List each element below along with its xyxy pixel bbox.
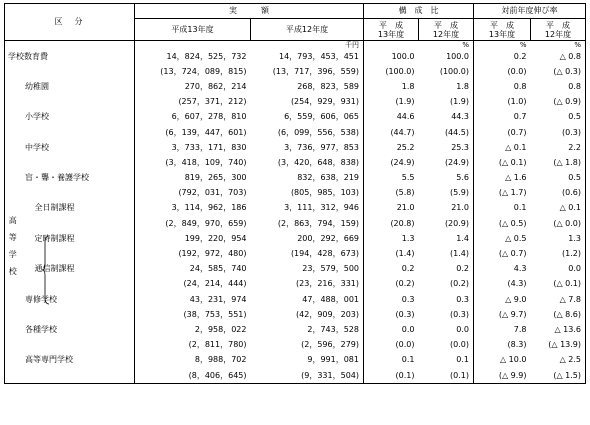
table-body [5, 49, 586, 384]
cell-p-g12: (△ 0.9) [531, 95, 586, 110]
cell-a12: 47，488，001 [302, 294, 359, 304]
cell-p-a12: (3，420，648，838) [277, 157, 359, 167]
row-label: 定時制課程 [34, 233, 75, 243]
cell-r12: 1.4 [456, 233, 469, 243]
cell-a12: 2，743，528 [307, 324, 359, 334]
cell-p-g13: (4.3) [474, 277, 531, 292]
cell-p-a12: (805，985，103) [290, 188, 359, 198]
cell-p-a13: (3，418，109，740) [135, 155, 251, 170]
header-ratio: 構 成 比 [364, 4, 474, 19]
row-label: 学校数育費 [5, 49, 135, 64]
table-row [5, 231, 586, 246]
cell-p-r13: (0.3) [364, 307, 419, 322]
cell-p-r12: (100.0) [439, 66, 469, 76]
header-ratio-h12: 平 成 12年度 [419, 19, 474, 41]
cell-r12: 0.1 [456, 355, 469, 365]
cell-r12: 25.3 [451, 142, 469, 152]
cell-p-g12: (△ 1.5) [531, 368, 586, 384]
budget-table-container [4, 3, 585, 422]
koutou-brace [42, 235, 50, 305]
cell-p-a12: (23，216，331) [296, 279, 359, 289]
row-label: 通信制課程 [34, 264, 75, 274]
cell-p-a13: (13，724，089，815) [135, 64, 251, 79]
cell-g12: △ 7.8 [531, 292, 586, 307]
cell-p-a12: (194，428，673) [290, 249, 359, 259]
header-growth: 対前年度伸び率 [474, 4, 586, 19]
cell-a12: 268，823，589 [297, 81, 359, 91]
cell-g12: 0.5 [531, 110, 586, 125]
cell-g12: 2.2 [531, 140, 586, 155]
cell-p-r12: (0.1) [419, 368, 474, 384]
cell-p-g13: (△ 0.5) [474, 216, 531, 231]
cell-a12: 23，579，500 [302, 264, 359, 274]
cell-r13: 1.8 [364, 79, 419, 94]
cell-p-a13: (192，972，480) [135, 246, 251, 261]
cell-p-a12: (2，596，279) [301, 340, 359, 350]
table-row-sub [5, 216, 586, 231]
table-row [5, 262, 586, 277]
header-ratio-h13: 平 成 13年度 [364, 19, 419, 41]
cell-r13: 25.2 [364, 140, 419, 155]
cell-p-g12: (△ 13.9) [531, 338, 586, 353]
header-growth-h12: 平 成 12年度 [531, 19, 586, 41]
header-category: 区 分 [5, 4, 135, 41]
row-label: 幼稚園 [5, 79, 135, 94]
cell-g12: △ 2.5 [531, 353, 586, 368]
cell-p-g13: (△ 9.9) [474, 368, 531, 384]
cell-a13: 2，958，022 [135, 322, 251, 337]
cell-g13: 7.8 [474, 322, 531, 337]
cell-g12: 0.5 [531, 171, 586, 186]
cell-p-a13: (6，139，447，601) [135, 125, 251, 140]
cell-r12: 5.6 [456, 173, 469, 183]
cell-p-r13: (0.1) [364, 368, 419, 384]
cell-p-a13: (24，214，444) [135, 277, 251, 292]
cell-a13: 43，231，974 [135, 292, 251, 307]
table-row-sub [5, 95, 586, 110]
cell-p-r12: (0.0) [450, 340, 469, 350]
table-row [5, 171, 586, 186]
table-row [5, 110, 586, 125]
cell-p-r13: (0.2) [364, 277, 419, 292]
cell-p-r12: (20.9) [444, 218, 469, 228]
cell-p-g13: (△ 1.7) [474, 186, 531, 201]
cell-r12: 21.0 [451, 203, 469, 213]
cell-g13: △ 0.5 [474, 231, 531, 246]
cell-a13: 14，824，525，732 [135, 49, 251, 64]
cell-g12: △ 0.8 [531, 49, 586, 64]
cell-p-g12: (1.2) [531, 246, 586, 261]
cell-r12: 100.0 [446, 51, 469, 61]
cell-r12: 0.2 [456, 264, 469, 274]
cell-p-a13: (257，371，212) [135, 95, 251, 110]
table-row [5, 79, 586, 94]
cell-p-a12: (13，717，396，559) [272, 66, 359, 76]
cell-a13: 270，862，214 [135, 79, 251, 94]
table-row-sub [5, 307, 586, 322]
table-row [5, 292, 586, 307]
cell-g13: 0.2 [474, 49, 531, 64]
cell-r13: 1.3 [364, 231, 419, 246]
row-label: 盲・聾・養護学校 [5, 171, 135, 186]
cell-p-g12: (0.6) [531, 186, 586, 201]
cell-p-a13: (2，849，970，659) [135, 216, 251, 231]
cell-a12: 14，793，453，451 [279, 51, 359, 61]
cell-a12: 9，991，081 [307, 355, 359, 365]
header-actual-h12: 平成12年度 [251, 19, 364, 41]
cell-p-r13: (44.7) [364, 125, 419, 140]
table-row [5, 353, 586, 368]
cell-p-a13: (8，406，645) [135, 368, 251, 384]
cell-p-r12: (24.9) [444, 157, 469, 167]
cell-p-a12: (254，929，931) [290, 97, 359, 107]
group-koutou: 高 等 学 校 [5, 201, 21, 292]
cell-a13: 3，733，171，830 [135, 140, 251, 155]
cell-p-g13: (0.0) [474, 64, 531, 79]
cell-g13: 0.8 [474, 79, 531, 94]
cell-p-g13: (1.0) [474, 95, 531, 110]
cell-a13: 819，265，300 [135, 171, 251, 186]
header-actual-h13: 平成13年度 [135, 19, 251, 41]
cell-p-r12: (5.9) [450, 188, 469, 198]
cell-p-g13: (0.7) [474, 125, 531, 140]
cell-g13: 0.1 [474, 201, 531, 216]
cell-p-g13: (△ 9.7) [474, 307, 531, 322]
cell-p-r12: (0.3) [450, 309, 469, 319]
row-label: 中学校 [5, 140, 135, 155]
table-row-sub [5, 277, 586, 292]
cell-r13: 100.0 [364, 49, 419, 64]
cell-r12: 44.3 [451, 112, 469, 122]
cell-r12: 0.0 [456, 324, 469, 334]
cell-r13: 0.1 [364, 353, 419, 368]
table-row-sub [5, 125, 586, 140]
row-label: 専修学校 [5, 292, 135, 307]
cell-g12: 0.8 [531, 79, 586, 94]
table-row [5, 140, 586, 155]
cell-a13: 8，988，702 [135, 353, 251, 368]
header-actual: 実 額 [135, 4, 364, 19]
cell-g12: 1.3 [531, 231, 586, 246]
cell-p-a12: (42，909，203) [296, 309, 359, 319]
cell-p-r13: (100.0) [364, 64, 419, 79]
cell-p-g13: (△ 0.1) [474, 155, 531, 170]
row-label: 各種学校 [5, 322, 135, 337]
cell-a13: 6，607，278，810 [135, 110, 251, 125]
cell-p-a13: (792，031，703) [135, 186, 251, 201]
table-row-sub [5, 368, 586, 384]
cell-p-r13: (5.8) [364, 186, 419, 201]
unit-yen-a13: 千円 [345, 41, 359, 49]
table-row [5, 322, 586, 337]
cell-p-a13: (2，811，780) [135, 338, 251, 353]
table-row-sub [5, 155, 586, 170]
cell-a12: 3，111，312，946 [284, 203, 359, 213]
table-row-sub [5, 246, 586, 261]
cell-r12: 0.3 [456, 294, 469, 304]
cell-p-a12: (2，863，794，159) [277, 218, 359, 228]
cell-p-g12: (△ 0.3) [531, 64, 586, 79]
cell-p-r13: (20.8) [364, 216, 419, 231]
cell-p-a12: (9，331，504) [251, 368, 364, 384]
cell-a12: 200，292，669 [297, 233, 359, 243]
cell-p-r12: (1.9) [450, 97, 469, 107]
cell-p-r13: (1.4) [364, 246, 419, 261]
cell-p-a13: (38，753，551) [135, 307, 251, 322]
cell-p-g13: (△ 0.7) [474, 246, 531, 261]
cell-p-g12: (△ 0.1) [531, 277, 586, 292]
cell-p-g12: (△ 0.0) [531, 216, 586, 231]
cell-g12: △ 13.6 [531, 322, 586, 337]
cell-g13: △ 0.1 [474, 140, 531, 155]
cell-p-r13: (0.0) [364, 338, 419, 353]
cell-r13: 0.0 [364, 322, 419, 337]
education-expense-table [4, 3, 586, 384]
cell-g13: △ 9.0 [474, 292, 531, 307]
cell-a12: 3，736，977，853 [284, 142, 359, 152]
cell-p-r13: (1.9) [364, 95, 419, 110]
table-row-sub [5, 186, 586, 201]
cell-a13: 199，220，954 [135, 231, 251, 246]
cell-g13: △ 10.0 [474, 353, 531, 368]
header-growth-h13: 平 成 13年度 [474, 19, 531, 41]
row-label: 全日制課程 [34, 203, 75, 213]
cell-g13: 0.7 [474, 110, 531, 125]
cell-g12: △ 0.1 [531, 201, 586, 216]
cell-r13: 21.0 [364, 201, 419, 216]
cell-r13: 5.5 [364, 171, 419, 186]
cell-p-r13: (24.9) [364, 155, 419, 170]
unit-pct-r13: % [462, 41, 469, 49]
unit-pct-g: % [531, 41, 586, 50]
cell-a12: 832，638，219 [297, 173, 359, 183]
cell-a13: 3，114，962，186 [135, 201, 251, 216]
cell-p-g13: (8.3) [474, 338, 531, 353]
table-row [5, 201, 586, 216]
cell-g13: 4.3 [474, 262, 531, 277]
cell-p-a12: (6，099，556，538) [277, 127, 359, 137]
cell-r12: 1.8 [456, 81, 469, 91]
cell-p-r12: (1.4) [450, 249, 469, 259]
table-row-sub [5, 338, 586, 353]
cell-p-g12: (0.3) [531, 125, 586, 140]
cell-a12: 6，559，606，065 [284, 112, 359, 122]
cell-r13: 44.6 [364, 110, 419, 125]
row-label: 小学校 [5, 110, 135, 125]
cell-r13: 0.2 [364, 262, 419, 277]
cell-p-g12: (△ 8.6) [531, 307, 586, 322]
table-row [5, 49, 586, 64]
cell-g12: 0.0 [531, 262, 586, 277]
row-label: 高等専門学校 [5, 353, 135, 368]
cell-p-g12: (△ 1.8) [531, 155, 586, 170]
cell-p-r12: (0.2) [450, 279, 469, 289]
cell-r13: 0.3 [364, 292, 419, 307]
cell-a13: 24，585，740 [135, 262, 251, 277]
unit-pct-r12: % [474, 41, 531, 50]
cell-g13: △ 1.6 [474, 171, 531, 186]
cell-p-r12: (44.5) [444, 127, 469, 137]
table-row-sub [5, 64, 586, 79]
